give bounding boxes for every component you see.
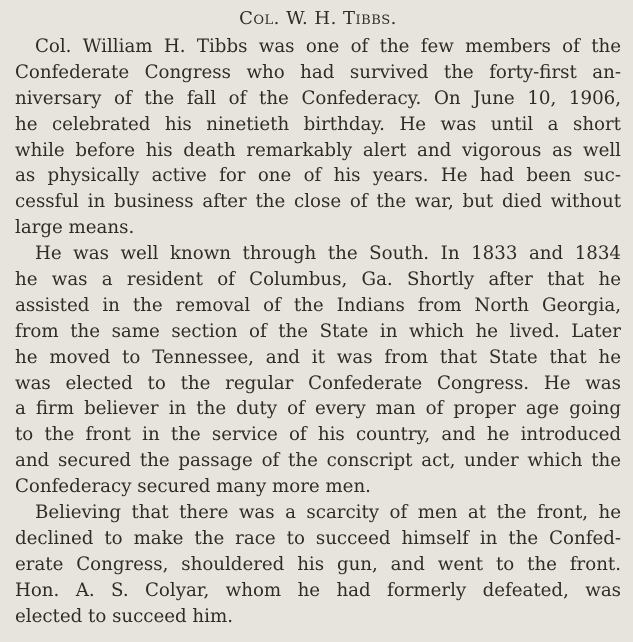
text-line: niversary of the fall of the Confederacy. On June 10, 1906, bbox=[15, 87, 621, 109]
text-line: large means. bbox=[15, 217, 135, 239]
text-line: Col. William H. Tibbs was one of the few members of the bbox=[35, 36, 621, 57]
text-line: Believing that there was a scarcity of men at the front, he bbox=[35, 502, 621, 524]
text-line: as physically active for one of his years. He had been suc- bbox=[15, 165, 621, 187]
text-line: and secured the passage of the conscript act, under which the bbox=[15, 450, 621, 472]
text-line: elected to succeed him. bbox=[15, 605, 233, 627]
text-line: he celebrated his ninetieth birthday. He was until a short bbox=[15, 113, 621, 135]
text-line: to the front in the service of his country, and he introduced bbox=[15, 424, 621, 446]
text-line: Confederacy secured many more men. bbox=[15, 476, 371, 498]
text-line: he was a resident of Columbus, Ga. Shortly after that he bbox=[15, 269, 621, 291]
text-line: Confederate Congress who had survived the forty-first an- bbox=[15, 61, 621, 83]
text-line: He was well known through the South. In 1833 and 1834 bbox=[35, 243, 621, 265]
body-text bbox=[15, 34, 621, 629]
text-line: while before his death remarkably alert and vigorous as well bbox=[15, 139, 621, 161]
text-line: cessful in business after the close of the war, but died without bbox=[15, 191, 621, 213]
text-line: declined to make the race to succeed himself in the Confed- bbox=[15, 527, 621, 549]
text-line: from the same section of the State in which he lived. Later bbox=[15, 320, 621, 342]
text-line: erate Congress, shouldered his gun, and went to the front. bbox=[15, 553, 621, 575]
page-title: Col. W. H. Tibbs. bbox=[239, 8, 397, 29]
text-line: a firm believer in the duty of every man of proper age going bbox=[15, 398, 621, 420]
text-line: was elected to the regular Confederate Congress. He was bbox=[15, 372, 621, 394]
text-line: Hon. A. S. Colyar, whom he had formerly defeated, was bbox=[15, 579, 621, 601]
text-line: he moved to Tennessee, and it was from that State that he bbox=[15, 346, 621, 368]
text-line: assisted in the removal of the Indians from North Georgia, bbox=[15, 294, 621, 316]
